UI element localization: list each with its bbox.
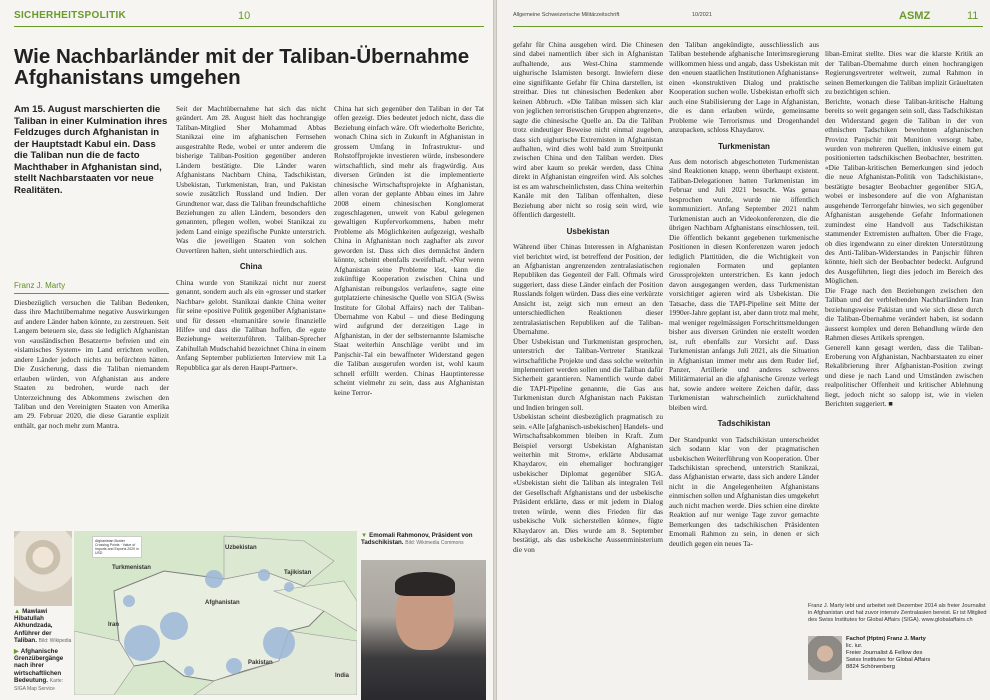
body-text: liban-Emirat stellte. Dies war die klarste Kritik an der Taliban-Übernahme durch einen hochrangigen Regierungsvertreter weltweit, zumal Rahmon in seinen Bemerkungen die Taliban implizit Gräueltaten zu bezichtigen schien. Berichte, wonach diese Taliban-kritische Haltung bereits so weit gegangen sein soll, dass Tadschikistan den Widerstand gegen die Taliban in der von ethnischen Tadschiken bewohnten afghanischen Provinz Panjschir mit Munition versorgt habe, wurden von mehreren Quellen, inklusive einem gut positionierten tadschikischen Beobachter, bestritten. «Die Taliban-kritischen Bemerkungen sind jedoch die neue Afghanistan-Politik von Tadschikistan», bestätigte besagter Beobachter gegenüber SIGA, wobei er insbesondere auf die von Afghanistan ausgehende Terrorgefahr hinwies, wo sich gegenüber Afghanistan ausgehende Gefahr Informationen zumindest eine Handvoll aus Tadschikistan stammender Extremisten aufhalten. Über die Frage, ob dies irgendwann zu einer direkten Unterstützung des Anti-Taliban-Widerstandes in Panjschir führen könnte, hielt sich der Beobachter bedeckt. Aufgrund des Ausgeführten, liegt dies jedoch im Bereich des Möglichen. Die Frage nach den Beziehungen zwischen den Taliban und der verbleibenden Nachbarländern Iran beziehungsweise Pakistan und wie sich diese durch die Taliban-Übernahme verändert haben, ist sodann äusserst komplex und deren Behandlung würde den Rahmen dieses Artikels sprengen. Generell kann gesagt werden, dass die Taliban-Eroberung von Afghanistan, Nachbarstaaten zu einer Rekalibrierung ihrer Afghanistan-Position zwingt und diese je nach Land und Umständen zwischen realpolitischer Offenheit und kritischer Ablehnung liegt, jedoch nicht so salopp ist, wie in vielen Berichten suggeriert. ■ [825, 49, 983, 409]
caption-map: ▶ Afghanische Grenzübergänge nach ihrer wirtschaftlichen Bedeutung. Karte: SIGA Map Service [14, 648, 64, 693]
author-details [846, 636, 986, 671]
right-column-2 [669, 40, 819, 695]
map-label-tajikistan: Tajikistan [284, 570, 312, 576]
map-label-afghanistan: Afghanistan [205, 600, 240, 606]
left-column-1 [14, 298, 169, 523]
body-text: China wurde von Stanikzai nicht nur zuerst genannt, sondern auch als ein «grosser und starker Nachbar» gelobt. Stanikzai dankte China weiter für seine «positive Politik gegenüber Afghanistan» und für dessen «humanitäre sowie finanzielle Hilfe» und dass die Taliban hoffen, die «gute Beziehung» weiterzuführen. Taliban-Sprecher Zabihullah Mudschahid bezeichnet China in einem Anfang September publizierten Interview mit La Repubblica gar als deren Haupt-Partner». [176, 277, 326, 372]
body-text: Diesbezüglich versuchen die Taliban Bedenken, dass ihre Machtübernahme negative Auswirkungen auf andere Länder haben könnte, zu zerstreuen. Seit Langem beteuern sie, dass sie lediglich Afghanistan von «ausländischen Besatzern» befreien und ein «islamisches System» im Land errichten wollen, andere Länder jedoch nichts zu befürchten hätten. Die Zusicherung, dass die Taliban niemandem erlauben würden, von Afghanistan aus andere Staaten zu bedrohen, wurde nach der Unterzeichnung des Abkommens zwischen den Taliban und den Vereinigten Staaten von Amerika am 29. Februar 2020, die diese Garantie explizit enthält, gar noch mehr zum Mantra. [14, 298, 169, 430]
map-legend: Afghanistan Border Crossing Points · Value of Imports and Exports 2020 in USD [92, 536, 142, 558]
body-text: den Taliban angekündigte, ausschliesslich aus Taliban bestehende afghanische Interimsregierung willkommen hiess und angab, dass Usbekistan mit den «neuen staatlichen Institutionen Afghanistans» einen «konstruktiven Dialog und praktische Kooperation suchen wolle. Usbekistan erhofft sich auch eine Stabilisierung der Lage in Afghanistan, die es dann erlauben würde, gemeinsame Probleme wie Terrorismus und Drogenhandel anzupacken, schloss Khaydarov. [669, 40, 819, 135]
article-lead: Am 15. August marschierten die Taliban in einer Kulmination ihres Feldzuges durch Afghanistan in der Hauptstadt Kabul ein. Dass die Taliban nun die de facto Machthaber in Afghanistan sind, stellt Nachbarstaaten vor neue Realitäten. [14, 104, 168, 196]
author-line: Swiss Institutes for Global Affairs [846, 657, 931, 663]
map-label-turkmenistan: Turkmenistan [112, 565, 151, 571]
body-text: Während über Chinas Interessen in Afghanistan viel berichtet wird, ist betreffend der Position, der an Afghanistan angrenzenden zentralasiatischen Republiken das Gegenteil der Fall. Oftmals wird suggeriert, dass diese Länder einfach der Position Russlands folgen würden. Dass dies eine verkürzte Ansicht ist, zeigt sich nun erneut an den unterschiedlichen Reaktionen dieser zentralasiatischen Republiken auf die Taliban-Übernahme. Über Usbekistan und Turkmenistan gesprochen, unterstrich der Taliban-Vertreter Stanikzai wirtschaftliche Projekte und dass solche weiterhin implementiert werden sollen und die Taliban dafür Sicherheit garantieren. Namentlich wurde dabei die TAPI-Pipeline genannte, die Gas aus Turkmenistan durch Afghanistan nach Pakistan und Indien bringen soll. Usbekistan scheint diesbezüglich pragmatisch zu sein. «Alle [afghanisch-usbekischen] Handels- und Wirtschaftsabkommen bleiben in Kraft. Zum Beispiel versorgt Usbekistan Afghanistan weiterhin mit Strom», erklärte Abdusamat Khaydarov, ein ehemaliger hochrangiger usbekischer Diplomat gegenüber SIGA. «Usbekistan sieht die Taliban als integralen Teil der Gesellschaft Afghanistans und der usbekische Präsident erklärte, dass er mit jedem in Dialog treten würde, wenn dies Frieden für das usbekische Volk sicherstellen könne», fügte Khaydarov an. Dies wurde am 8. September bestätigt, als das usbekische Aussenministerium die von [513, 242, 663, 554]
author-line: 8824 Schönenberg [846, 664, 895, 670]
map-label-iran: Iran [108, 622, 120, 628]
map-label-pakistan: Pakistan [248, 660, 273, 666]
right-page [497, 0, 990, 700]
portrait-photo-rahmonov [361, 560, 486, 700]
author-name: Franz J. Marty [14, 281, 66, 290]
author-bio-note: Franz J. Marty lebt und arbeitet seit Dezember 2014 als freier Journalist in Afghanistan und hat zuvor intensiv Zentralasien bereist. Er ist Mitglied des Swiss Institutes for Global Affairs (SIGA). www.globalaffairs.ch [808, 603, 987, 623]
article-title: Wie Nachbarländer mit der Taliban-Übernahme Afghanistans umgehen [14, 45, 470, 89]
header-rule [14, 26, 484, 27]
right-column-1 [513, 40, 663, 695]
author-line: Freier Journalist & Fellow des [846, 650, 923, 656]
portrait-photo-mawlawi [14, 531, 72, 606]
body-text: gefahr für China ausgehen wird. Die Chinesen sind dabei namentlich über sich in Afghanistan aufhaltende, aus West-China stammende uighurische Islamisten besorgt. Inwiefern diese eine signifikante Gefahr für China darstellen, ist streitbar. Dies tut chinesischen Bedenken aber keinen Abbruch. «Die Taliban müssen sich klar von jeglichen terroristischen Gruppen abgrenzen», sagte die chinesische Quelle an. Da die Taliban trotz eindeutiger Beweise nicht einmal zugeben, dass sich uighurische Extremisten in Afghanistan aufhalten, wird dies wohl bald zum Streitpunkt zwischen China und den Taliban werden. Dies wird aber kaum so prekär werden, dass China direkt in Afghanistan eingreifen wird. Als solches ist es am wahrscheinlichsten, dass China weiterhin Kanäle mit den Taliban offenhalten, diese Beziehung aber nicht so rosig sein wird, wie öffentlich dargestellt. [513, 40, 663, 220]
body-text: Seit der Machtübernahme hat sich das nicht geändert. Am 28. August hielt das hochrangige Taliban-Mitglied Sher Mohammad Abbas Stanikzai eine im afghanischen Fernsehen ausgestrahlte Rede, wobei er unter anderem die bisherige Taliban-Position gegenüber anderen Ländern bestätigte. Die Länder waren Afghanistans Nachbarn China, Tadschikistan, Usbekistan, Turkmenistan, Iran, und Pakistan sowie zusätzlich Russland und Indien. Der Grundtenor war, dass die Taliban freundschaftliche Beziehungen zu allen Ländern, besonders den genannten, pflegen wollen, wobei Stanikzai zu jedem Land einige spezifische Punkte unterstrich. Was die jeweiligen Staaten von solchen Ouvertüren halten, sieht unterschiedlich aus. [176, 104, 326, 255]
caption-rahmonov: ▼ Emomali Rahmonov, Präsident von Tadschikistan. Bild: Wikimedia Commons [361, 532, 473, 547]
magazine-name: Allgemeine Schweizerische Militärzeitschrift [513, 12, 620, 18]
map-label-india: India [335, 673, 350, 679]
portrait-hair [395, 572, 455, 596]
left-column-2 [176, 104, 326, 524]
section-label: SICHERHEITSPOLITIK [14, 10, 127, 21]
subheading-usbekistan: Usbekistan [566, 226, 610, 236]
left-column-3 [334, 104, 484, 529]
map-label-uzbekistan: Uzbekistan [225, 545, 257, 551]
subheading-china: China [239, 262, 263, 272]
body-text: Der Standpunkt von Tadschikistan unterscheidet sich sodann klar von der pragmatischen usbekischen Weiterführung von Kooperation. Über Tadschikistan sprechend, unterstrich Stanikzai, dass Afghanistan erwarte, dass sich andere Länder nicht in die Angelegenheiten Afghanistans einmischen sollen und Afghanistan dies umgekehrt auch nicht machen werde. Dies schien eine direkte Reaktion auf nur wenige Tage zuvor gemachte Bemerkungen des tadschikischen Präsidenten Emomali Rahmon zu sein, in denen er sich deutlich gegen ein neues Ta- [669, 434, 819, 548]
right-column-3 [825, 40, 983, 595]
author-rule [14, 293, 169, 294]
body-text: Aus dem notorisch abgeschotteten Turkmenistan sind Reaktionen knapp, wenn überhaupt existent. Taliban-Delegationen hatten Turkmenistan im Februar und Juli 2021 besucht. Was genau besprochen wurde, wurde nie öffentlich kommuniziert. Anfang September 2021 nahm Turkmenistan auch an Videokonferenzen, die die übrigen Nachbarn Afghanistans einschlossen, teil. Die öffentlich bekannt gegebenen turkmenische Positionen in diesen Konferenzen waren jedoch lediglich Plattitüden, die die Wichtigkeit von regionalen Formaten und geplanten Grossprojekten unterstrichen. Es kann jedoch davon ausgegangen werden, dass Turkmenistan vorsichtiger agieren wird als Usbekistan. Die Tatsache, dass die TAPI-Pipeline seit Mitte der 1990er-Jahre geplant ist, aber dann trotz mal mehr, mal weniger regelmässigen Fortschrittsmeldungen bisher aus diversen Gründen nie erstellt worden ist, ruft ebenfalls zur Vorsicht auf. Dass Turkmenistan anfangs Juli 2021, als die Situation in Afghanistan immer mehr aus dem Ruder lief, Panzer, Artillerie und anderes schweres Militärmaterial an die afghanische Grenze verlegt hat, sowie andere weitere Zeichen dafür, dass Turkmenistan wahrscheinlich zurückhaltend bleiben wird. [669, 156, 819, 412]
page-number-left: 10 [238, 10, 251, 22]
subheading-turkmenistan: Turkmenistan [718, 141, 770, 151]
author-box [808, 636, 988, 694]
subheading-tadschikistan: Tadschikistan [717, 419, 771, 429]
caption-mawlawi: ▲ Mawlawi Hibatullah Akhundzada, Anführer der Taliban. Bild: Wikipedia [14, 608, 72, 644]
body-text: China hat sich gegenüber den Taliban in der Tat offen gezeigt. Dies bedeutet jedoch nicht, dass die Beziehung einfach wäre. Oft wiederholte Berichte, wonach China sich in Zukunft in Afghanistan in grossem Umfang in Infrastruktur- und Rohstoffprojekte investieren würde, insbesondere wirtschaftlich, sind mehr als fragwürdig. Aus diversen Gründen ist die implementierte chinesische Wirtschaftsprojekte in Afghanistan, allen voran der geplante Abbau eines im Jahre 2008 einem chinesischen Konglomerat zugeschlagenen, unweit von Kabul gelegenen gewaltigen Kupfervorkommens, haben mehr Probleme als Möglichkeiten aufgezeigt, weshalb China in Afghanistan noch zaghafter als zuvor geworden ist. Dass sich dies demnächst ändern könnte, scheint ebenfalls zweifelhaft. «Nur wenn Afghanistan seine Probleme löst, kann die zukünftige Kooperation zwischen China und Afghanistan reibungslos verlaufen», sagte eine gutplatzierte chinesische Quelle von SIGA (Swiss Institute for Global Affairs) nach der Taliban-Übernahme von Kabul – und diese Bedingung wird aufgrund der derzeitigen Lage in Afghanistan, in der der selbsternannte Islamische Staat weiterhin Anschläge verübt und im Panjschir-Tal ein bewaffneter Widerstand gegen die Taliban ausgerufen worden ist, wohl kaum schnell erfüllt werden. Chinas Hauptinteresse scheint vielmehr zu sein, dass aus Afghanistan keine Terror- [334, 104, 484, 397]
author-line: lic. iur. [846, 643, 863, 649]
author-rank: Fachof (Hptm) Franz J. Marty [846, 636, 926, 642]
page-number-right: 11 [967, 10, 979, 22]
brand-logo: ASMZ [899, 10, 931, 22]
header-rule [513, 26, 983, 27]
author-photo [808, 636, 842, 680]
issue-number: 10/2021 [692, 12, 712, 18]
left-page [0, 0, 493, 700]
